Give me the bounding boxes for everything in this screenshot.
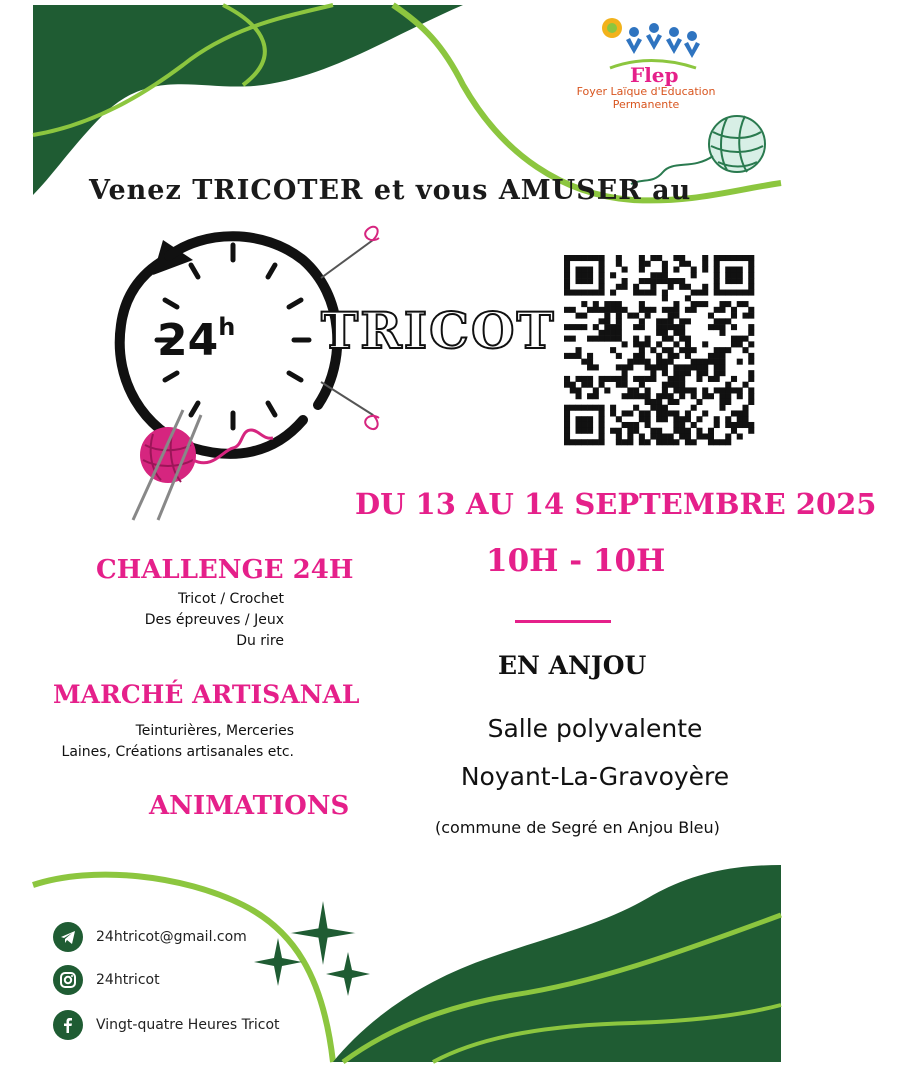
challenge-line: Tricot / Crochet	[178, 591, 284, 607]
clock-label	[157, 313, 235, 366]
logo-caption	[566, 85, 726, 111]
venue-line1: Salle polyvalente	[487, 714, 703, 743]
event-dates: DU 13 AU 14 SEPTEMBRE 2025	[355, 487, 877, 521]
contact-instagram[interactable]	[53, 963, 160, 997]
market-line: Laines, Créations artisanales etc.	[61, 744, 294, 760]
market-line: Teinturières, Merceries	[135, 723, 294, 739]
challenge-line: Des épreuves / Jeux	[144, 612, 284, 628]
logo-line2: Permanente	[612, 98, 680, 111]
sparkle-icon	[248, 890, 388, 1000]
event-title: TRICOT	[321, 301, 556, 360]
challenge-lines	[145, 589, 284, 652]
logo-brand: Flep	[630, 63, 679, 87]
contact-facebook-text: Vingt-quatre Heures Tricot	[96, 1017, 280, 1033]
logo-line1: Foyer Laïque d'Education	[576, 85, 716, 98]
market-title: MARCHÉ ARTISANAL	[53, 680, 360, 709]
instagram-icon	[53, 965, 83, 995]
event-poster	[33, 5, 877, 1062]
animations-title: ANIMATIONS	[149, 791, 350, 821]
flep-logo	[596, 10, 706, 90]
event-region: EN ANJOU	[498, 651, 647, 680]
market-lines	[62, 721, 294, 763]
telegram-icon	[53, 922, 83, 952]
clock-unit: h	[218, 313, 236, 341]
contact-email-text: 24htricot@gmail.com	[96, 929, 247, 945]
headline: Venez TRICOTER et vous AMUSER au	[89, 175, 692, 206]
event-commune: (commune de Segré en Anjou Bleu)	[435, 818, 720, 837]
contact-facebook[interactable]	[53, 1008, 280, 1042]
event-hours: 10H - 10H	[486, 543, 666, 579]
facebook-icon	[53, 1010, 83, 1040]
challenge-line: Du rire	[236, 633, 284, 649]
clock-number: 24	[157, 315, 219, 366]
qr-code[interactable]	[564, 255, 754, 445]
divider	[515, 620, 611, 623]
challenge-title: CHALLENGE 24H	[96, 555, 354, 585]
contact-email[interactable]	[53, 920, 247, 954]
contact-instagram-text: 24htricot	[96, 972, 160, 988]
event-venue	[430, 705, 760, 801]
venue-line2: Noyant-La-Gravoyère	[460, 762, 730, 791]
